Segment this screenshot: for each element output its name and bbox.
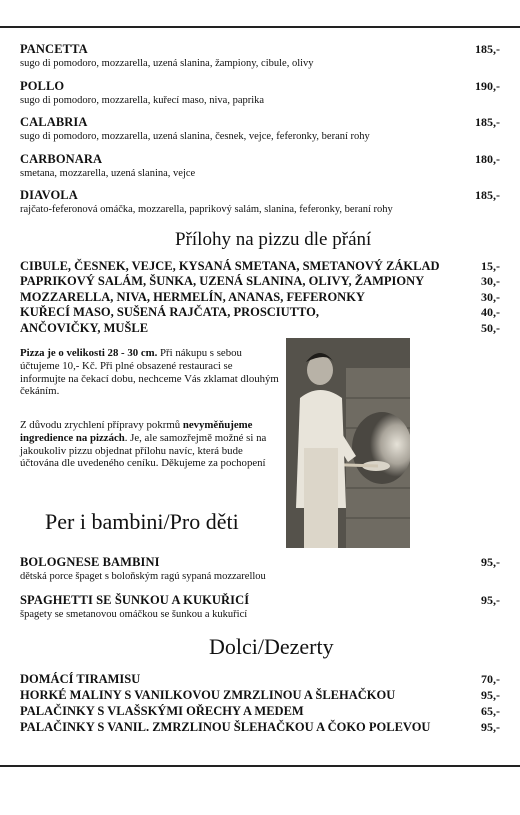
pizza-size-note bbox=[20, 347, 280, 398]
item-name: BOLOGNESE BAMBINI bbox=[20, 555, 160, 569]
note-text: Z důvodu zrychlení přípravy pokrmů bbox=[20, 419, 183, 431]
item-description: smetana, mozzarella, uzená slanina, vejce bbox=[20, 168, 196, 179]
item-name: SPAGHETTI SE ŠUNKOU A KUKUŘICÍ bbox=[20, 593, 250, 607]
topping-price: 30,- bbox=[481, 274, 500, 288]
item-price: 190,- bbox=[475, 79, 500, 93]
menu-item-carbonara bbox=[20, 152, 500, 179]
item-price: 185,- bbox=[475, 188, 500, 202]
toppings-heading: Přílohy na pizzu dle přání bbox=[175, 229, 372, 250]
note-text: . Je, ale samozřejmě možné si na jakoukoliv pizzu objednat přílohu navíc, která bude účtována dle uvedeného ceníku. Děkujeme za pochopení bbox=[20, 431, 267, 470]
dessert-line bbox=[20, 720, 500, 736]
topping-text: CIBULE, ČESNEK, VEJCE, KYSANÁ SMETANA, SMETANOVÝ ZÁKLAD bbox=[20, 259, 440, 273]
item-name: CARBONARA bbox=[20, 152, 103, 166]
topping-price: 30,- bbox=[481, 290, 500, 304]
menu-item-bolognese-bambini bbox=[20, 555, 500, 582]
note-bold: Pizza je o velikosti 28 - 30 cm. bbox=[20, 347, 158, 359]
item-description: rajčato-feferonová omáčka, mozzarella, paprikový salám, slanina, feferonky, beraní rohy bbox=[20, 204, 393, 215]
topping-line bbox=[20, 305, 500, 321]
topping-text: MOZZARELLA, NIVA, HERMELÍN, ANANAS, FEFERONKY bbox=[20, 290, 365, 304]
topping-line bbox=[20, 259, 500, 275]
dessert-price: 95,- bbox=[481, 720, 500, 734]
menu-item-pollo bbox=[20, 79, 500, 106]
item-name: DIAVOLA bbox=[20, 188, 78, 202]
topping-price: 40,- bbox=[481, 305, 500, 319]
note-bold: nevyměňujeme ingredience na pizzách bbox=[20, 419, 253, 444]
item-description: sugo di pomodoro, mozzarella, uzená slanina, žampiony, cibule, olivy bbox=[20, 58, 314, 69]
item-price: 95,- bbox=[481, 555, 500, 569]
item-description: sugo di pomodoro, mozzarella, uzená slanina, česnek, vejce, feferonky, beraní rohy bbox=[20, 131, 370, 142]
topping-price: 15,- bbox=[481, 259, 500, 273]
pizza-baker-photo bbox=[286, 338, 410, 548]
dessert-text: DOMÁCÍ TIRAMISU bbox=[20, 672, 141, 686]
top-rule bbox=[0, 26, 520, 28]
item-price: 185,- bbox=[475, 42, 500, 56]
topping-price: 50,- bbox=[481, 321, 500, 335]
topping-text: KUŘECÍ MASO, SUŠENÁ RAJČATA, PROSCIUTTO, bbox=[20, 305, 319, 319]
item-description: špagety se smetanovou omáčkou se šunkou a kukuřicí bbox=[20, 609, 248, 620]
dessert-price: 70,- bbox=[481, 672, 500, 686]
item-description: dětská porce špaget s boloňským ragú sypaná mozzarellou bbox=[20, 571, 266, 582]
dessert-text: PALAČINKY S VLAŠSKÝMI OŘECHY A MEDEM bbox=[20, 704, 304, 718]
item-price: 95,- bbox=[481, 593, 500, 607]
kids-heading: Per i bambini/Pro děti bbox=[45, 509, 239, 534]
dessert-price: 95,- bbox=[481, 688, 500, 702]
note-text: Při nákupu s sebou účtujeme 10,- Kč. Při plné obsazené restauraci se informujte na čekací dobu, nechceme Vás zklamat dlouhým čekáním. bbox=[20, 347, 279, 398]
item-name: POLLO bbox=[20, 79, 65, 93]
dessert-text: HORKÉ MALINY S VANILKOVOU ZMRZLINOU A ŠLEHAČKOU bbox=[20, 688, 396, 702]
topping-line bbox=[20, 274, 500, 290]
item-price: 180,- bbox=[475, 152, 500, 166]
menu-item-calabria bbox=[20, 115, 500, 142]
desserts-heading: Dolci/Dezerty bbox=[209, 634, 334, 659]
baker-illustration bbox=[286, 338, 410, 548]
topping-line bbox=[20, 290, 500, 306]
bottom-rule bbox=[0, 765, 520, 767]
menu-item-pancetta bbox=[20, 42, 500, 69]
dessert-line bbox=[20, 704, 500, 720]
item-name: PANCETTA bbox=[20, 42, 88, 56]
item-name: CALABRIA bbox=[20, 115, 88, 129]
dessert-line bbox=[20, 672, 500, 688]
item-description: sugo di pomodoro, mozzarella, kuřecí maso, niva, paprika bbox=[20, 95, 265, 106]
topping-text: ANČOVIČKY, MUŠLE bbox=[20, 321, 149, 335]
menu-item-spaghetti-sunka bbox=[20, 593, 500, 620]
dessert-line bbox=[20, 688, 500, 704]
dessert-text: PALAČINKY S VANIL. ZMRZLINOU ŠLEHAČKOU A ČOKO POLEVOU bbox=[20, 720, 431, 734]
topping-line bbox=[20, 321, 500, 337]
topping-text: PAPRIKOVÝ SALÁM, ŠUNKA, UZENÁ SLANINA, OLIVY, ŽAMPIONY bbox=[20, 274, 425, 288]
menu-item-diavola bbox=[20, 188, 500, 215]
dessert-price: 65,- bbox=[481, 704, 500, 718]
item-price: 185,- bbox=[475, 115, 500, 129]
ingredients-note bbox=[20, 419, 280, 470]
